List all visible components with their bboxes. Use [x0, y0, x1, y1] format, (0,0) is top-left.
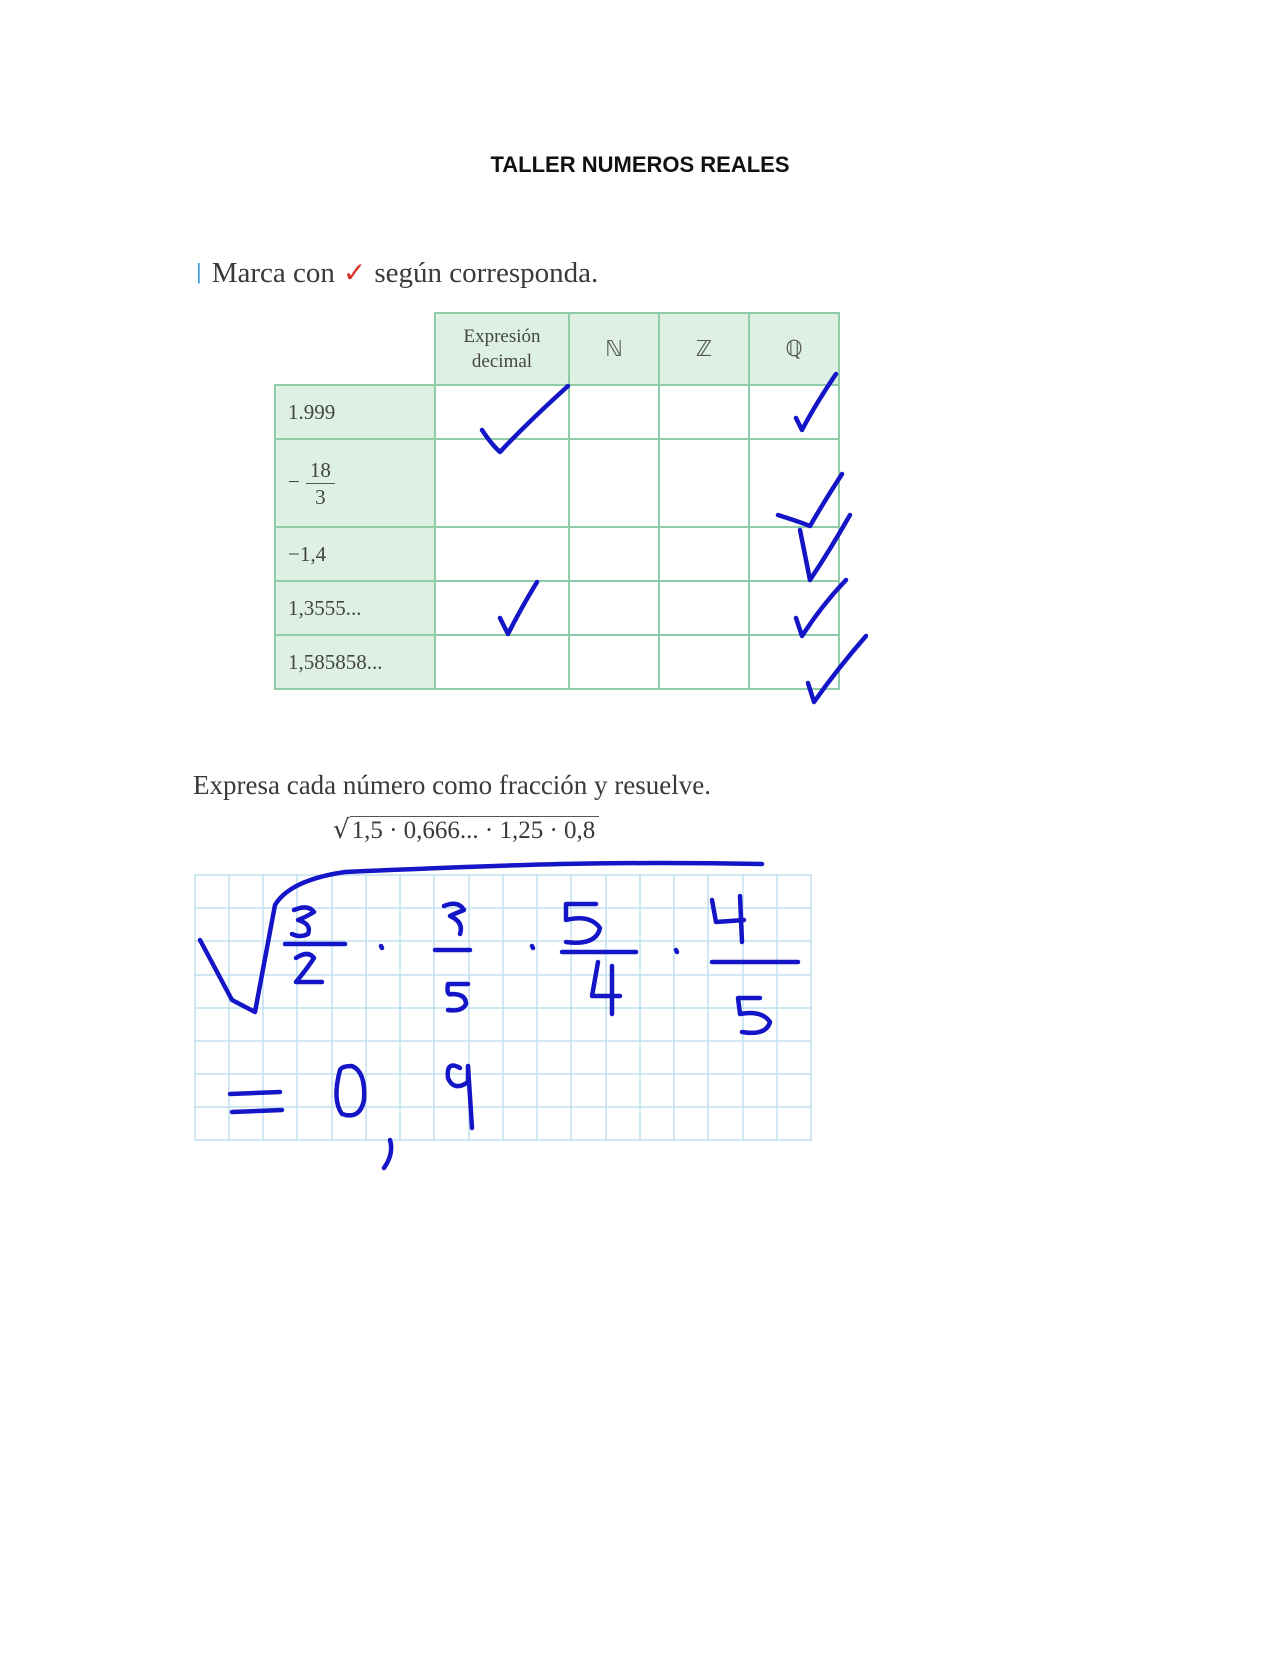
cell-rationals[interactable] — [749, 439, 839, 527]
cell-naturals[interactable] — [569, 581, 659, 635]
cell-naturals[interactable] — [569, 635, 659, 689]
cell-decimal[interactable] — [435, 527, 569, 581]
cell-decimal[interactable] — [435, 581, 569, 635]
digit-5-icon — [738, 998, 770, 1033]
cell-integers[interactable] — [659, 581, 749, 635]
header-decimal-expression — [435, 313, 569, 385]
table-row — [275, 385, 839, 439]
table-row — [275, 635, 839, 689]
digit-4-icon — [592, 962, 620, 1014]
cell-integers[interactable] — [659, 439, 749, 527]
row-label: 1,3555... — [275, 581, 435, 635]
cell-decimal[interactable] — [435, 635, 569, 689]
classification-table — [274, 312, 840, 690]
dot-icon — [676, 950, 677, 952]
row-label: −1,4 — [275, 527, 435, 581]
radical-expression — [333, 815, 599, 845]
check-mark-icon: ✓ — [342, 256, 367, 289]
digit-2-icon — [296, 954, 322, 982]
graph-paper — [195, 875, 811, 1140]
fraction-sign: − — [288, 468, 300, 493]
digit-3-icon — [292, 907, 314, 936]
digit-9-icon — [448, 1066, 472, 1128]
cell-integers[interactable] — [659, 635, 749, 689]
row-label: 1.999 — [275, 385, 435, 439]
cell-naturals[interactable] — [569, 439, 659, 527]
page-title: TALLER NUMEROS REALES — [490, 152, 790, 177]
exercise-1-instruction — [196, 256, 598, 290]
cell-decimal[interactable] — [435, 385, 569, 439]
dot-icon — [381, 946, 382, 948]
fraction — [306, 457, 335, 510]
cell-rationals[interactable] — [749, 527, 839, 581]
digit-0-icon — [336, 1066, 364, 1115]
table-header-row — [275, 313, 839, 385]
table-row — [275, 527, 839, 581]
dot-icon — [532, 946, 533, 948]
exercise-2-instruction: Expresa cada número como fracción y resuelve. — [193, 770, 712, 800]
equals-sign-icon — [230, 1092, 282, 1112]
cell-naturals[interactable] — [569, 385, 659, 439]
header-integers: ℤ — [659, 313, 749, 385]
header-decimal-line2: decimal — [471, 351, 533, 372]
cell-decimal[interactable] — [435, 439, 569, 527]
row-label — [275, 439, 435, 527]
radical-sign: √ — [333, 815, 350, 845]
digit-5-icon — [448, 984, 469, 1010]
cell-rationals[interactable] — [749, 385, 839, 439]
cell-rationals[interactable] — [749, 635, 839, 689]
radical-sign-icon — [200, 863, 762, 1012]
instruction-text-before: Marca con — [211, 257, 335, 289]
instruction-text-after: según corresponda. — [374, 257, 599, 289]
handwritten-solution — [200, 863, 798, 1168]
digit-5-icon — [566, 904, 600, 943]
fraction-numerator: 18 — [306, 457, 335, 484]
table-row — [275, 581, 839, 635]
cell-integers[interactable] — [659, 527, 749, 581]
cell-rationals[interactable] — [749, 581, 839, 635]
table-row — [275, 439, 839, 527]
digit-3-icon — [444, 904, 464, 934]
cell-naturals[interactable] — [569, 527, 659, 581]
header-rationals: ℚ — [749, 313, 839, 385]
radicand: 1,5 · 0,666... · 1,25 · 0,8 — [350, 816, 600, 844]
row-label: 1,585858... — [275, 635, 435, 689]
fraction-denominator: 3 — [315, 484, 326, 509]
header-naturals: ℕ — [569, 313, 659, 385]
exercise-marker: | — [196, 259, 202, 284]
header-decimal-line1: Expresión — [463, 326, 541, 347]
table-corner — [275, 313, 435, 385]
comma-icon — [384, 1140, 391, 1168]
digit-4-icon — [712, 896, 744, 942]
cell-integers[interactable] — [659, 385, 749, 439]
